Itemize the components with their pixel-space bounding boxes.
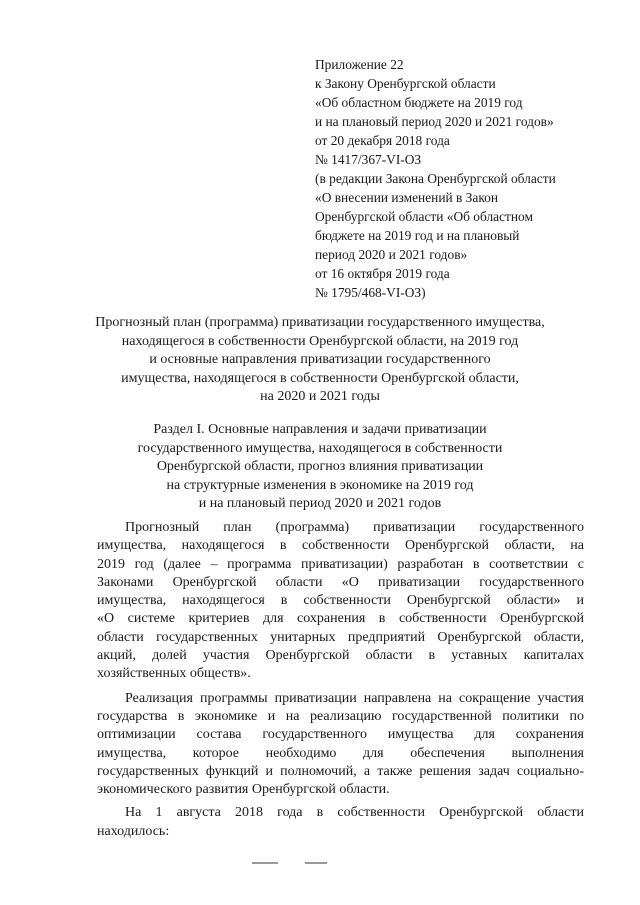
- appendix-line: к Закону Оренбургской области: [315, 76, 496, 91]
- paragraph-line: государства в экономике и на реализацию государственной политики по: [97, 708, 584, 724]
- paragraph-line: хозяйственных обществ».: [97, 666, 251, 682]
- body-text: [97, 519, 584, 841]
- appendix-line: «О внесении изменений в Закон: [315, 190, 499, 205]
- section-line: на структурные изменения в экономике на 2019 год: [166, 477, 474, 493]
- paragraph-line: имущества, находящегося в собственности Оренбургской области» и: [97, 593, 584, 609]
- appendix-line: (в редакции Закона Оренбургской области: [315, 171, 556, 186]
- appendix-line: «Об областном бюджете на 2019 год: [315, 95, 523, 110]
- paragraph-line: государственных функций и полномочий, а также решения задач социально-: [97, 763, 584, 779]
- title-line: и основные направления приватизации государственного: [149, 352, 491, 367]
- document-title: [0, 314, 640, 407]
- title-line: имущества, находящегося в собственности Оренбургской области,: [121, 370, 519, 386]
- paragraph-line: «О системе критериев для сохранения в собственности Оренбургской: [97, 611, 584, 627]
- appendix-line: Оренбургской области «Об областном: [315, 209, 533, 224]
- section-line: и на плановый период 2020 и 2021 годов: [198, 496, 442, 511]
- section-heading: [0, 421, 640, 514]
- paragraph-line: экономического развития Оренбургской области.: [97, 782, 390, 798]
- scan-artifact-mark: [252, 862, 278, 864]
- appendix-line: № 1795/468-VI-ОЗ): [315, 285, 426, 300]
- paragraph-line: Законами Оренбургской области «О приватизации государственного: [97, 574, 584, 590]
- paragraph-line: акций, долей участия Оренбургской области в уставных капиталах: [97, 648, 584, 664]
- paragraph-line: находилось:: [97, 823, 170, 839]
- section-line: Оренбургской области, прогноз влияния приватизации: [156, 459, 484, 474]
- title-line: Прогнозный план (программа) приватизации государственного имущества,: [95, 315, 545, 330]
- appendix-line: № 1417/367-VI-ОЗ: [315, 152, 422, 167]
- paragraph-line: области государственных унитарных предприятий Оренбургской области,: [97, 629, 584, 645]
- section-line: Раздел I. Основные направления и задачи приватизации: [153, 422, 487, 437]
- title-line: на 2020 и 2021 годы: [260, 389, 380, 404]
- section-line: государственного имущества, находящегося в собственности: [137, 440, 503, 456]
- paragraph-line: На 1 августа 2018 года в собственности Оренбургской области: [125, 805, 584, 821]
- paragraph-line: 2019 год (далее – программа приватизации) разработан в соответствии с: [97, 556, 584, 572]
- scan-artifact-mark: [305, 862, 327, 864]
- appendix-line: период 2020 и 2021 годов»: [315, 247, 468, 262]
- appendix-line: от 20 декабря 2018 года: [315, 133, 450, 148]
- appendix-line: от 16 октября 2019 года: [315, 266, 450, 281]
- paragraph-line: имущества, находящегося в собственности Оренбургской области, на: [97, 538, 584, 554]
- paragraph-line: оптимизации состава государственного имущества для сохранения: [97, 727, 584, 743]
- appendix-line: и на плановый период 2020 и 2021 годов»: [315, 114, 554, 129]
- appendix-header: [315, 55, 556, 302]
- paragraph-line: Прогнозный план (программа) приватизации государственного: [125, 520, 584, 535]
- paragraph-line: имущества, которое необходимо для обеспечения выполнения: [97, 745, 584, 761]
- appendix-line: бюджете на 2019 год и на плановый: [315, 228, 520, 243]
- title-line: находящегося в собственности Оренбургской области, на 2019 год: [121, 333, 519, 349]
- appendix-line: Приложение 22: [315, 57, 404, 72]
- paragraph-line: Реализация программы приватизации направлена на сокращение участия: [125, 690, 584, 706]
